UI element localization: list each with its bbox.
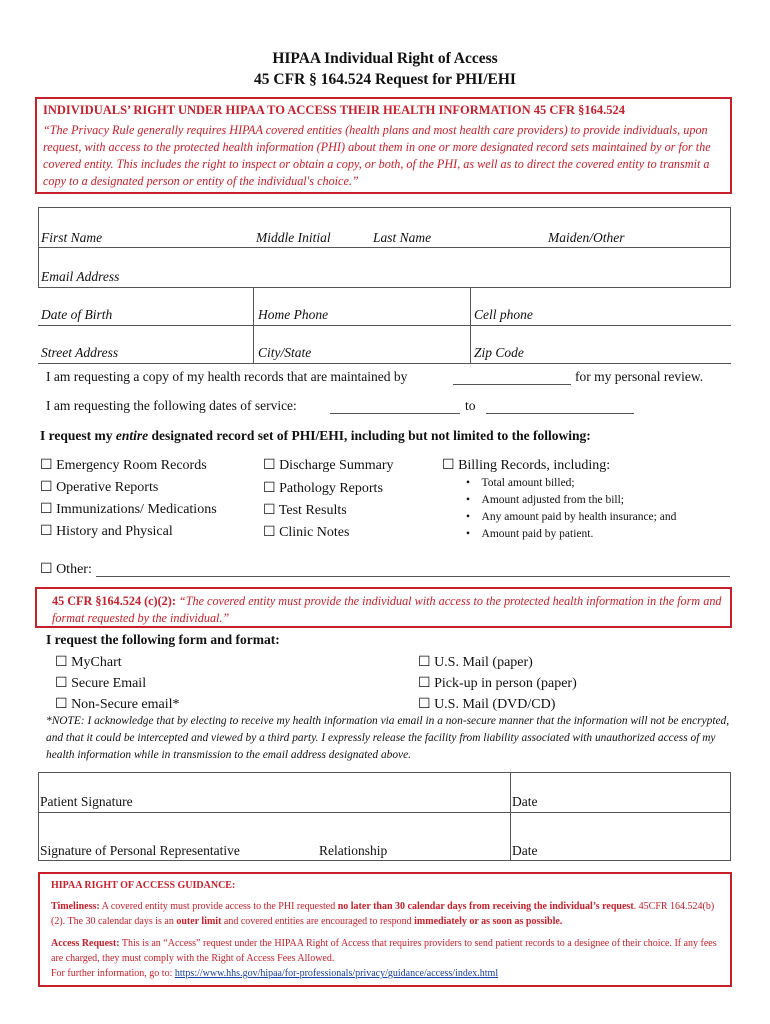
maiden-other-field[interactable]: Maiden/Other	[548, 230, 625, 245]
checkbox-us-mail-paper[interactable]: ☐ U.S. Mail (paper)	[418, 655, 533, 670]
rep-signature-field[interactable]: Signature of Personal Representative	[40, 843, 240, 858]
guidance-heading: HIPAA RIGHT OF ACCESS GUIDANCE:	[51, 880, 236, 891]
billing-item: • Amount adjusted from the bill;	[466, 494, 624, 506]
dob-field[interactable]: Date of Birth	[41, 307, 113, 322]
relationship-field[interactable]: Relationship	[319, 843, 388, 858]
rights-quote: “The Privacy Rule generally requires HIPAA covered entities (health plans and most health care providers) to provide individuals, upon request, with access to the protected health information (PHI) about them in one or more designated record sets maintained by or for the covered entity. This includes the right to inspect or obtain a copy, or both, of the PHI, as well as to direct the covered entity to transmit a copy to a designated person or entity of the individual's choice.”	[43, 123, 711, 188]
patient-info-table	[38, 207, 731, 365]
rights-heading: INDIVIDUALS’ RIGHT UNDER HIPAA TO ACCESS THEIR HEALTH INFORMATION 45 CFR §164.524	[43, 103, 626, 117]
checkbox-operative-reports[interactable]: ☐ Operative Reports	[40, 480, 159, 495]
format-heading: I request the following form and format:	[46, 632, 280, 647]
dates-to-text: to	[465, 398, 476, 413]
middle-initial-field[interactable]: Middle Initial	[256, 230, 331, 245]
last-name-field[interactable]: Last Name	[373, 230, 432, 245]
entire-record-heading: I request my entire designated record set of PHI/EHI, including but not limited to the following:	[40, 428, 591, 443]
hhs-guidance-link[interactable]: https://www.hhs.gov/hipaa/for-professionals/privacy/guidance/access/index.html	[174, 968, 499, 979]
checkbox-billing-records[interactable]: ☐ Billing Records, including:	[442, 458, 611, 473]
maintained-by-input[interactable]	[453, 384, 571, 385]
checkbox-clinic-notes[interactable]: ☐ Clinic Notes	[263, 525, 350, 540]
checkbox-us-mail-dvd[interactable]: ☐ U.S. Mail (DVD/CD)	[418, 697, 556, 712]
cfr-quote: 45 CFR §164.524 (c)(2): “The covered entity must provide the individual with access to the protected health information in the form and format requested by the individual.”	[52, 594, 722, 625]
further-info: For further information, go to: https://www.hhs.gov/hipaa/for-professionals/privacy/guidance/access/index.html	[51, 968, 499, 979]
checkbox-immunizations[interactable]: ☐ Immunizations/ Medications	[40, 502, 217, 517]
date-to-input[interactable]	[486, 413, 634, 414]
checkbox-pickup-in-person[interactable]: ☐ Pick-up in person (paper)	[418, 676, 577, 691]
checkbox-other[interactable]: ☐ Other:	[40, 562, 92, 577]
guidance-box	[38, 872, 732, 987]
rights-box	[35, 97, 732, 194]
dates-text: I am requesting the following dates of service:	[46, 398, 297, 413]
timeliness-text: Timeliness: A covered entity must provide access to the PHI requested no later than 30 calendar days from receiving the individual’s request. 45CFR 164.524(b)(2). The 30 calendar days is an outer limit and covered entities are encouraged to respond immediately or as soon as possible.	[51, 901, 715, 927]
cfr-box	[35, 587, 732, 628]
checkbox-secure-email[interactable]: ☐ Secure Email	[55, 676, 147, 691]
billing-item: • Any amount paid by health insurance; and	[466, 511, 677, 523]
other-input[interactable]	[96, 576, 730, 577]
checkbox-pathology-reports[interactable]: ☐ Pathology Reports	[263, 481, 383, 496]
maintained-by-text: I am requesting a copy of my health records that are maintained by	[46, 369, 408, 384]
home-phone-field[interactable]: Home Phone	[258, 307, 329, 322]
city-state-field[interactable]: City/State	[258, 345, 312, 360]
rep-date-field[interactable]: Date	[512, 843, 538, 858]
form-title: HIPAA Individual Right of Access	[272, 50, 498, 67]
patient-signature-field[interactable]: Patient Signature	[40, 794, 133, 809]
checkbox-non-secure-email[interactable]: ☐ Non-Secure email*	[55, 697, 180, 712]
date-field[interactable]: Date	[512, 794, 538, 809]
street-field[interactable]: Street Address	[41, 345, 119, 360]
billing-item: • Amount paid by patient.	[466, 528, 594, 540]
checkbox-test-results[interactable]: ☐ Test Results	[263, 503, 347, 518]
signature-table	[38, 772, 731, 862]
cell-phone-field[interactable]: Cell phone	[474, 307, 533, 322]
email-note: *NOTE: I acknowledge that by electing to receive my health information via email in a non-secure manner that the information will not be encrypted, and that it could be intercepted and viewed by a third party. I expressly release the facility from liability associated with unauthorized access of my health information while in transmission to the email address designated above.	[46, 715, 730, 761]
personal-review-text: for my personal review.	[575, 369, 704, 384]
form-subtitle: 45 CFR § 164.524 Request for PHI/EHI	[254, 71, 516, 88]
zip-field[interactable]: Zip Code	[474, 345, 524, 360]
checkbox-emergency-room[interactable]: ☐ Emergency Room Records	[40, 458, 207, 473]
access-request-text: Access Request: This is an “Access” request under the HIPAA Right of Access that requires providers to send patient records to a designee of their choice. If any fees are charged, they must comply with the Right of Access Fees Allowed.	[51, 938, 717, 964]
email-field[interactable]: Email Address	[41, 269, 120, 284]
billing-item: • Total amount billed;	[466, 477, 575, 489]
checkbox-history-physical[interactable]: ☐ History and Physical	[40, 524, 173, 539]
date-from-input[interactable]	[330, 413, 460, 414]
checkbox-discharge-summary[interactable]: ☐ Discharge Summary	[263, 458, 394, 473]
first-name-field[interactable]: First Name	[41, 230, 103, 245]
checkbox-mychart[interactable]: ☐ MyChart	[55, 655, 122, 670]
